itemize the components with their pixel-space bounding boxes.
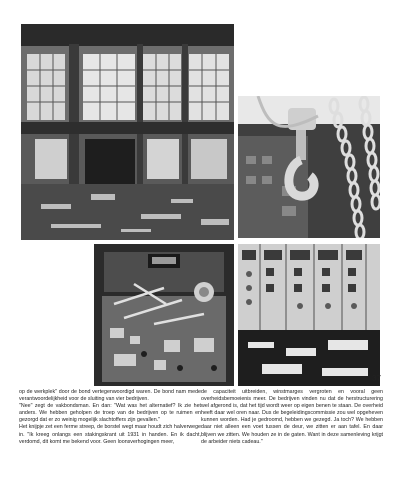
text-column-left xyxy=(19,389,201,446)
paragraph: de capaciteit uitbreiden, winstmarges vergroten en vooral geen overheidsbemoeienis meer. De bedrijven vinden nu dat de herstructurering wel afgerond is, dat het tijd wordt weer op eigen benen te staan. De overheid heeft daar wel oren naar. Dus de begeleidingscommissie zou wel opgeheven kunnen worden. Had je gedroomd, hebben we gezegd. Ja toch? We hebben daar niet alleen een voet tussen de deur, we zitten er aan tafel. En daar blijven we zitten. We houden ze in de gaten. Want in deze samenleving krijgt de arbeider niets cadeau." xyxy=(201,389,383,445)
text-column-right xyxy=(201,389,383,446)
paragraph: op de werkplek" door de bond vertegenwoordigd waren. De bond nam mede verantwoordelijkheid voor de sluiting van vier bedrijven. xyxy=(19,389,201,403)
electrical-panel-photo xyxy=(238,244,380,386)
paragraph: "Nee" zegt de vakbondsman. En dan: "Wat was het alternatief? Ik zie het anders. We hebben geholpen de troep van de bedrijven op te ruimen en gezorgd dat er zo weinig mogelijk slachtoffers zijn gevallen." xyxy=(19,403,201,424)
crane-hook-chain-photo xyxy=(238,96,380,238)
factory-hall-photo xyxy=(21,24,234,240)
machine-control-panel-photo xyxy=(94,244,234,386)
paragraph: Het knijpje zet een ferme streep, de borstel wegt maar houdt zich halverwege in. "Ik kreeg onlangs een stakingskrant uit 1931 in handen. En ik dacht, verdomd, dit komt me bekend voor. Geen loonsverhogingen meer, xyxy=(19,424,201,445)
page-number: 37 xyxy=(372,374,381,383)
